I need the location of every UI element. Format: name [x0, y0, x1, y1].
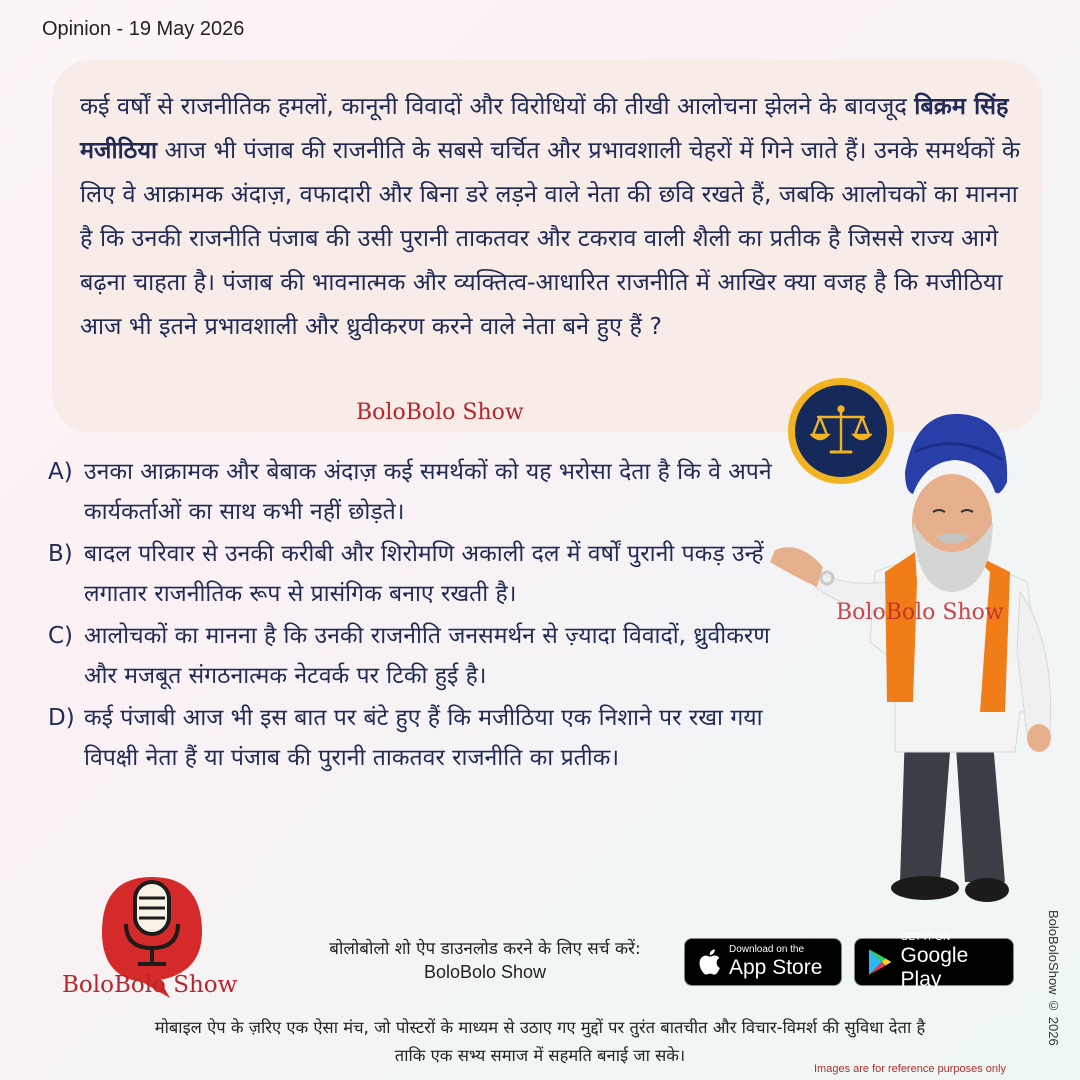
option-b[interactable]	[48, 534, 808, 614]
question-highlight-name: बिक्रम सिंह मजीठिया	[80, 92, 1009, 164]
option-text: आलोचकों का मानना है कि उनकी राजनीति जनसमर्थन से ज़्यादा विवादों, ध्रुवीकरण और मजबूत संगठनात्मक नेटवर्क पर टिकी हुई है।	[84, 623, 770, 689]
download-instruction: बोलोबोलो शो ऐप डाउनलोड करने के लिए सर्च करें:	[329, 939, 641, 959]
app-store-label: App Store	[729, 956, 823, 979]
option-a[interactable]	[48, 452, 808, 532]
option-letter: B)	[48, 541, 73, 567]
logo-text: BoloBolo Show	[62, 972, 238, 998]
app-store-button[interactable]	[684, 938, 842, 986]
app-store-small: Download on the	[729, 944, 805, 955]
question-part2: आज भी पंजाब की राजनीति के सबसे चर्चित और प्रभावशाली चेहरों में गिने जाते हैं। उनके समर्थकों के लिए वे आक्रामक अंदाज़, वफादारी और बिना डरे लड़ने वाले नेता की छवि रखते हैं, जबकि आलोचकों का मानना है कि उनकी राजनीति पंजाब की उसी पुरानी ताकतवर और टकराव वाली शैली का प्रतीक है जिससे राज्य आगे बढ़ना चाहता है। पंजाब की भावनात्मक और व्यक्तित्व-आधारित राजनीति में आखिर क्या वजह है कि मजीठिया आज भी इतने प्रभावशाली और ध्रुवीकरण करने वाले नेता बने हुए हैं ?	[80, 136, 1021, 340]
image-disclaimer: Images are for reference purposes only	[814, 1063, 1006, 1075]
brand-watermark: BoloBolo Show	[356, 400, 524, 425]
option-letter: A)	[48, 459, 73, 485]
copyright-notice: BoloBoloShow © 2026	[1046, 910, 1061, 1046]
apple-icon	[697, 948, 721, 976]
option-letter: D)	[48, 705, 75, 731]
option-c[interactable]	[48, 616, 808, 696]
footer-tagline	[40, 1014, 1040, 1070]
footer-line-1: मोबाइल ऐप के ज़रिए एक ऐसा मंच, जो पोस्टरों के माध्यम से उठाए गए मुद्दों पर तुरंत बातचीत और विचार-विमर्श की सुविधा देता है	[154, 1018, 926, 1037]
google-play-label: Google Play	[900, 944, 969, 991]
leader-illustration	[765, 412, 1065, 922]
google-play-button[interactable]	[854, 932, 1014, 991]
option-text: उनका आक्रामक और बेबाक अंदाज़ कई समर्थकों को यह भरोसा देता है कि वे अपने कार्यकर्ताओं का साथ कभी नहीं छोड़ते।	[84, 459, 772, 525]
figure-brand-overlay: BoloBolo Show	[836, 600, 1004, 625]
option-d[interactable]	[48, 698, 808, 778]
question-text	[80, 84, 1030, 348]
option-letter: C)	[48, 623, 74, 649]
option-text: कई पंजाबी आज भी इस बात पर बंटे हुए हैं कि मजीठिया एक निशाने पर रखा गया विपक्षी नेता हैं या पंजाब की पुरानी ताकतवर राजनीति का प्रतीक।	[84, 705, 763, 771]
google-play-icon	[867, 948, 893, 976]
question-part1: कई वर्षों से राजनीतिक हमलों, कानूनी विवादों और विरोधियों की तीखी आलोचना झेलने के बावजूद	[80, 92, 915, 120]
header-date: Opinion - 19 May 2026	[42, 18, 245, 40]
options-list	[48, 452, 808, 780]
download-app-name: BoloBolo Show	[423, 962, 547, 982]
footer-line-2: ताकि एक सभ्य समाज में सहमति बनाई जा सके।	[394, 1046, 686, 1065]
option-text: बादल परिवार से उनकी करीबी और शिरोमणि अकाली दल में वर्षों पुरानी पकड़ उन्हें लगातार राजनीतिक रूप से प्रासंगिक बनाए रखती है।	[84, 541, 764, 607]
google-play-small: GET IT ON	[900, 932, 951, 943]
